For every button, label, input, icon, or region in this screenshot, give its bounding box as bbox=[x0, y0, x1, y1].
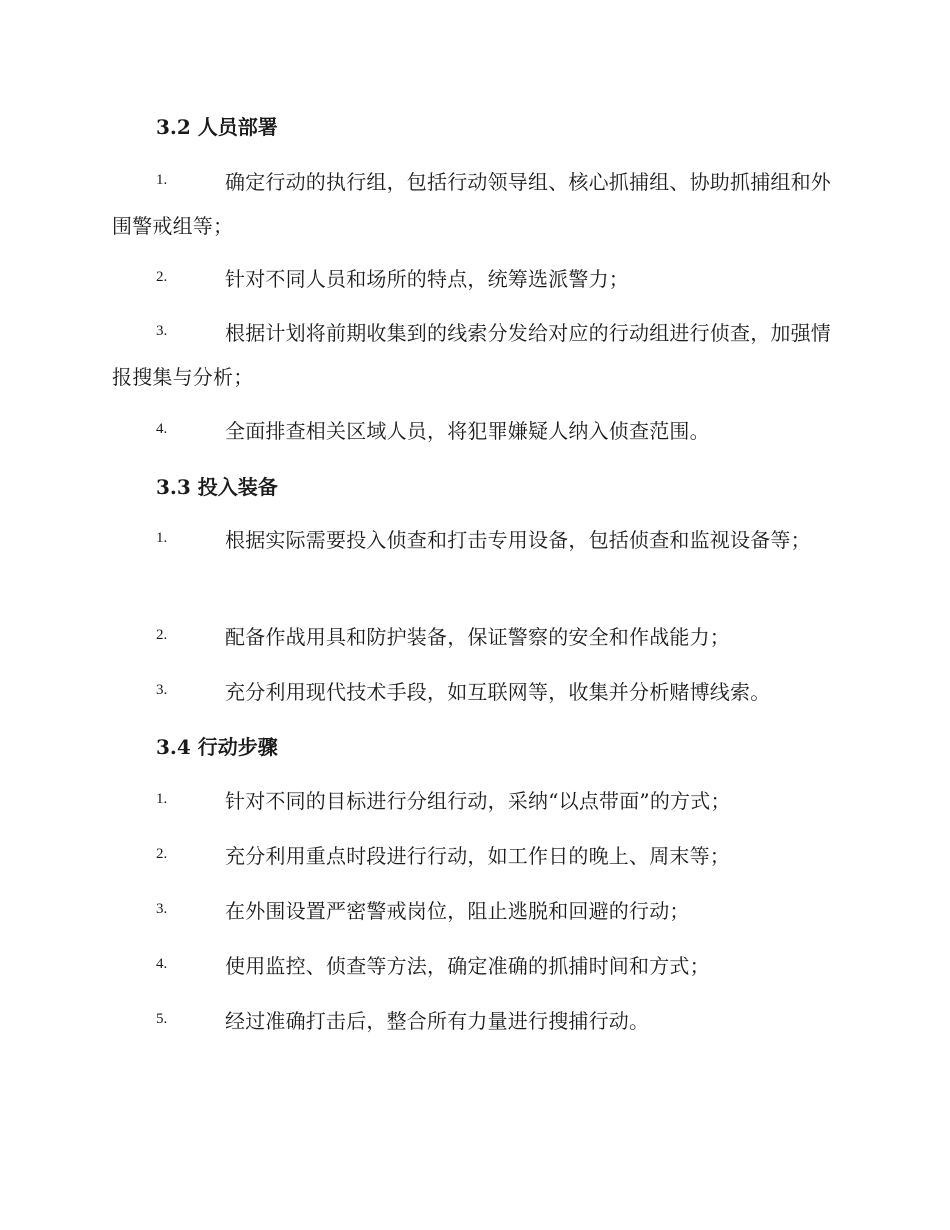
section-heading-3-2: 3.2 人员部署 bbox=[156, 115, 278, 139]
list-item-text: 使用监控、侦查等方法，确定准确的抓捕时间和方式； bbox=[225, 954, 710, 978]
list-item-number: 3. bbox=[156, 682, 168, 698]
list-item-number: 4. bbox=[156, 956, 168, 972]
section-heading-3-4: 3.4 行动步骤 bbox=[156, 735, 278, 759]
list-item-number: 1. bbox=[156, 172, 168, 188]
list-item-text: 在外围设置严密警戒岗位，阻止逃脱和回避的行动； bbox=[225, 899, 690, 923]
list-item-number: 4. bbox=[156, 421, 168, 437]
list-item-number: 2. bbox=[156, 627, 168, 643]
list-item-number: 2. bbox=[156, 269, 168, 285]
list-item-text: 确定行动的执行组，包括行动领导组、核心抓捕组、协助抓捕组和外围警戒组等； bbox=[112, 170, 831, 238]
list-item-text: 根据实际需要投入侦查和打击专用设备，包括侦查和监视设备等； bbox=[225, 528, 811, 552]
list-item-text: 针对不同的目标进行分组行动，采纳“以点带面”的方式； bbox=[225, 789, 731, 813]
list-item-number: 3. bbox=[156, 901, 168, 917]
list-item-text: 配备作战用具和防护装备，保证警察的安全和作战能力； bbox=[225, 625, 730, 649]
list-item-text: 充分利用重点时段进行行动，如工作日的晚上、周末等； bbox=[225, 844, 730, 868]
list-item-text: 经过准确打击后，整合所有力量进行搜捕行动。 bbox=[225, 1009, 650, 1033]
list-item-number: 1. bbox=[156, 791, 168, 807]
list-item-text: 充分利用现代技术手段，如互联网等，收集并分析赌博线索。 bbox=[225, 680, 771, 704]
list-item-number: 3. bbox=[156, 323, 168, 339]
list-item-text: 根据计划将前期收集到的线索分发给对应的行动组进行侦查，加强情报搜集与分析； bbox=[112, 321, 831, 389]
list-item-number: 1. bbox=[156, 530, 168, 546]
list-item-number: 5. bbox=[156, 1011, 168, 1027]
list-item-text: 针对不同人员和场所的特点，统筹选派警力； bbox=[225, 267, 629, 291]
list-item-number: 2. bbox=[156, 846, 168, 862]
list-item-text: 全面排查相关区域人员，将犯罪嫌疑人纳入侦查范围。 bbox=[225, 419, 710, 443]
section-heading-3-3: 3.3 投入装备 bbox=[156, 475, 278, 499]
